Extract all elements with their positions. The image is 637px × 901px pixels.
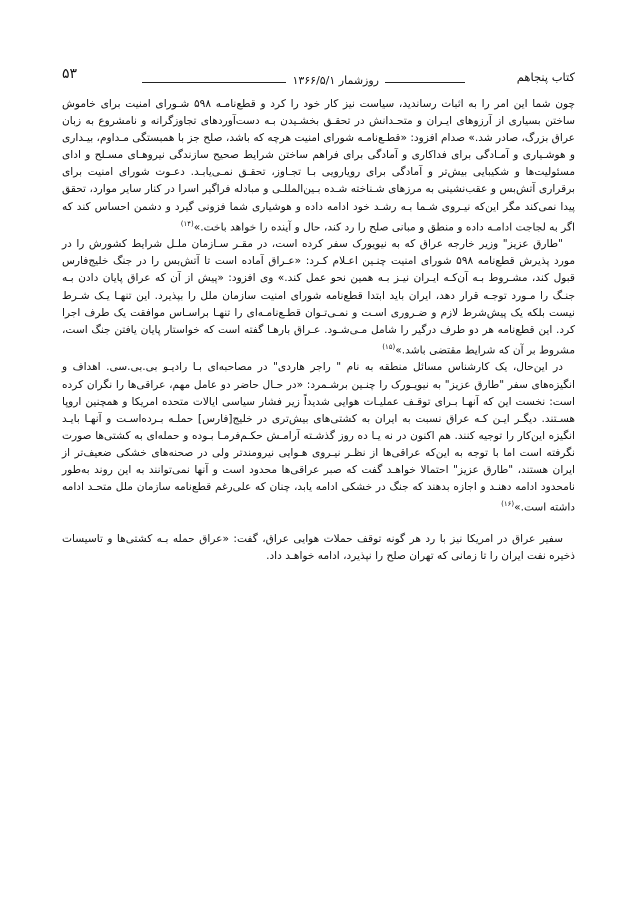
footnote-ref: (۱۵) (382, 342, 396, 351)
footnote-ref: (۱۴) (180, 219, 194, 228)
paragraph (62, 236, 575, 359)
page-header (62, 66, 575, 94)
body-text (62, 96, 575, 565)
footnote-ref: (۱۶) (501, 500, 515, 509)
paragraph (62, 531, 575, 565)
daily-date: روزشمار ۱۳۶۶/۵/۱ (286, 74, 385, 87)
paragraph (62, 96, 575, 236)
book-title: کتاب پنجاهم (516, 70, 575, 84)
paragraph-text: چون شما این امر را به اثبات رساندید، سیاست نیز کار خود را کرد و قطع‌نامـه ۵۹۸ شـورای امنیت برای خاموش ساختن بسیاری از آرزوهای ایـران و متحـدانش در تحقـق بخشـیدن بـه دست‌آوردهای تجاوزگرانه و نامشروع به زبان عراق بزرگ، صادر شد.» صدام افزود: «قطـع‌نامـه شورای امنیت هرچه که باشد، صلح جز با همبستگی مـداوم، بیـداری و هوشـیاری و آمـادگی برای فداکاری و آمادگی برای فراهم ساختن شرایط صحیح سازندگی نیروهـای مسـلح و ادای مسئولیت‌ها و شکیبایی بیش‌تر و آمادگی برای رویارویی بـا تجـاوز، تحقـق نمـی‌یابـد. دعـوت شورای امنیت برای برقراری آتش‌بس و عقب‌نشینی به مرزهای شـناخته شـده بـین‌المللـی و مبادله فراگیر اسرا در کنار سایر موارد، تحقق پیدا نمی‌کند مگر این‌که نیـروی شـما بـه رشـد خود ادامه داده و هوشیاری شما فزونی گیرد و دشمن احساس کند که اگر به لجاجت ادامـه داده و منطق و مبانی صلح را رد کند، حال و آینده را خواهد باخت.» (62, 98, 575, 234)
paragraph (62, 359, 575, 516)
paragraph-text: "طارق عزیز" وزیر خارجه عراق که به نیویورک سفر کرده است، در مقـر سـازمان ملـل شرایط کشورش را در مورد پذیرش قطع‌نامه ۵۹۸ شورای امنیت چنـین اعـلام کـرد: «عـراق آماده است تا آتش‌بس را در جنگ خلیج‌فارس قبول کند، مشـروط بـه آن‌کـه ایـران نیـز بـه همین نحو عمل کند.» وی افزود: «پیش از آن که عراق پایان دادن بـه جنـگ را مـورد توجـه قرار دهد، ایران باید ابتدا قطع‌نامه شورای امنیت سازمان ملل را بپذیرد. این تنهـا یـک شـرط نیست بلکه یک پیش‌شرط لازم و ضـروری اسـت و نمـی‌تـوان قطـع‌نامـه‌ای را تنهـا براسـاس موافقت یک طرف اجرا کرد. این قطع‌نامه هر دو طرف درگیر را شامل مـی‌شـود. عـراق بارهـا گفته است که خواستار پایان یافتن جنگ است، مشروط بر آن که شرایط مقتضی باشد.» (62, 238, 575, 357)
paragraph-text: سفیر عراق در امریکا نیز با رد هر گونه توقف حملات هوایی عراق، گفت: «عراق حمله بـه کشتی‌ها و تاسیسات ذخیره نفت ایران را تا زمانی که تهران صلح را نپذیرد، ادامه خواهـد داد. (62, 532, 575, 562)
page-number: ۵۳ (62, 66, 78, 82)
paragraph-text: در این‌حال، یک کارشناس مسائل منطقه به نام " راجر هاردی" در مصاحبه‌ای بـا رادیـو بی.بی.سی. اهداف و انگیزه‌های سفر "طارق عزیز" به نیویـورک را چنـین برشـمرد: «در حـال حاضر دو عامل مهم، عراقی‌ها را نگران کرده است: نخست این که آنهـا بـرای توقـف عملیـات هوایی شدیداً زیر فشار سیاسی ایالات متحده امریکا و همچنین اروپا هسـتند. دیگـر ایـن کـه عراق نسبت به ایران به کشتی‌های بیش‌تری در خلیج[فارس] حملـه بـرده‌اسـت و آنهـا بایـد انگیزه این‌کار را توجیه کنند. هم اکنون در نه یـا ده روز گذشـته آرامـش حکـم‌فرمـا بـوده و حمله‌ای به کشتی‌ها صورت نگرفته است اما با توجه به این‌که عراقی‌ها از نظـر نیـروی هـوایی نیرومندتر ولی در صحنه‌های خشکی ضعیف‌تر از ایران هستند، "طارق عزیز" احتمالا خواهـد گفت که صبر عراقی‌ها محدود است و آنها نمی‌توانند به این روند به‌طور نامحدود ادامه دهنـد و اجازه بدهند که جنگ در خشکی ادامه یابد، چنان که علی‌رغم قطع‌نامه سازمان ملل متحـد ادامه داشته است.» (62, 361, 575, 514)
